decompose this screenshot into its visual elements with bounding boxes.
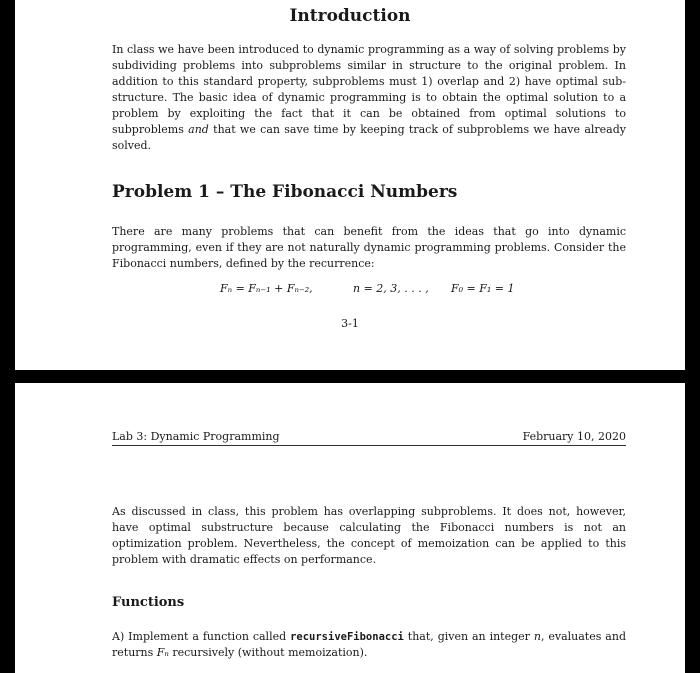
task-a-suffix: recursively (without memoization).: [168, 646, 368, 659]
task-a-fn: Fₙ: [156, 646, 169, 659]
header-rule: [112, 445, 626, 446]
memoization-paragraph: As discussed in class, this problem has overlapping subproblems. It does not, however, have optimal substructure because calculating the Fibonacci numbers is not an optimization problem. Nevertheless, the concept of memoization can be applied to this problem with dramatic effects on performance.: [112, 505, 626, 566]
document-page-1: [15, 0, 685, 370]
intro-paragraph: [112, 42, 626, 154]
intro-emphasis: and: [188, 123, 209, 136]
fib-paragraph: There are many problems that can benefit from the ideas that go into dynamic programming, even if they are not naturally dynamic programming problems. Consider the Fibonacci numbers, defined by the recurrence:: [112, 225, 626, 270]
running-header-date: February 10, 2020: [522, 430, 626, 443]
task-a-prefix: A) Implement a function called: [112, 630, 291, 643]
equation-base-case: F₀ = F₁ = 1: [451, 282, 515, 295]
equation-domain: n = 2, 3, . . . ,: [353, 282, 429, 295]
intro-title: Introduction: [289, 6, 411, 26]
document-page-2: [15, 383, 685, 673]
intro-paragraph-end: that we can save time by keeping track of subproblems we have already solved.: [112, 123, 626, 152]
intro-paragraph-text: In class we have been introduced to dynamic programming as a way of solving problems by subdividing problems into subproblems similar in structure to the original problem. In addition to this standard property, subproblems must 1) overlap and 2) have optimal sub-structure. The basic idea of dynamic programming is to obtain the optimal solution to a problem by exploiting the fact that it can be obtained from optimal solutions to subproblems: [112, 43, 626, 136]
task-a-middle: that, given an integer: [403, 630, 534, 643]
equation-recurrence: Fₙ = Fₙ₋₁ + Fₙ₋₂,: [220, 282, 313, 295]
task-a: [112, 629, 626, 661]
running-header-title: Lab 3: Dynamic Programming: [112, 430, 280, 443]
task-a-middle-2: , evaluates and returns: [112, 630, 626, 659]
page-number: 3-1: [341, 317, 359, 330]
task-a-variable: n: [533, 630, 541, 643]
task-a-function-name: recursiveFibonacci: [290, 631, 404, 643]
functions-heading: Functions: [112, 595, 185, 610]
problem-heading: Problem 1 – The Fibonacci Numbers: [112, 182, 458, 202]
